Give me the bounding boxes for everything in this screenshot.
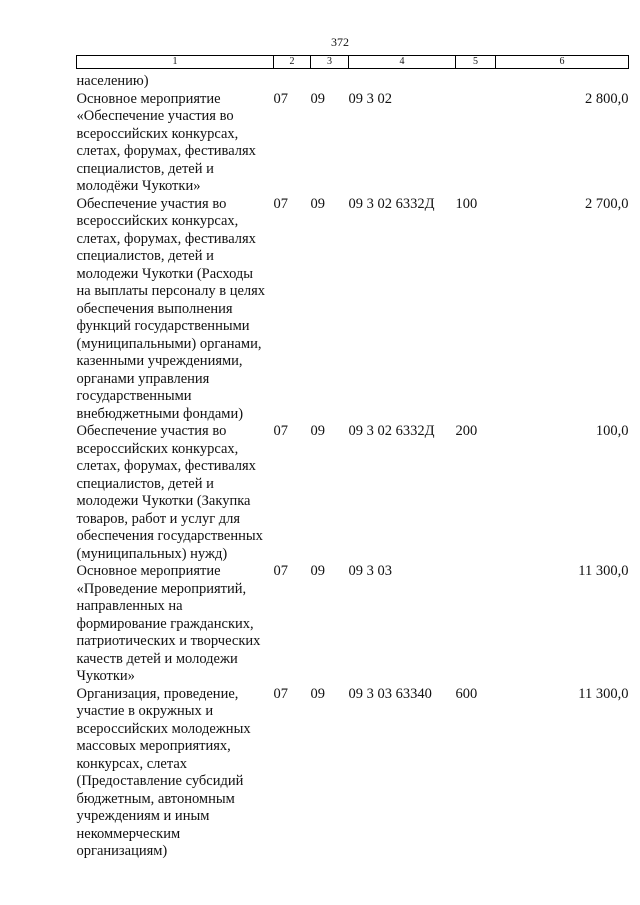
header-cell: 1 [77, 56, 274, 69]
page-number: 372 [331, 35, 349, 49]
table-row [77, 686, 629, 861]
row-target-code: 09 3 02 6332Д [348, 423, 435, 439]
row-expense-type [456, 563, 496, 686]
continuation-text: населению) [76, 73, 149, 89]
row-amount: 100,0 [595, 423, 629, 439]
header-cell: 6 [496, 56, 629, 69]
row-amount: 11 300,0 [578, 563, 629, 579]
header-cell: 3 [311, 56, 349, 69]
row-subsection: 09 [310, 90, 325, 107]
row-target-code: 09 3 02 6332Д [348, 195, 435, 212]
row-amount: 11 300,0 [578, 685, 629, 702]
row-subsection: 09 [310, 563, 325, 579]
row-subsection: 09 [310, 685, 325, 702]
row-name: Основное мероприятие «Проведение мероприятий, направленных на формирование гражданских, патриотических и творческих качеств детей и молодежи Чукотки» [76, 563, 261, 684]
table-row [77, 196, 629, 424]
continuation-row [77, 69, 629, 91]
row-amount: 2 800,0 [585, 90, 629, 107]
row-expense-type: 600 [455, 685, 478, 702]
row-target-code: 09 3 03 63340 [348, 685, 432, 702]
row-name: Обеспечение участия во всероссийских конкурсах, слетах, форумах, фестивалях специалистов, детей и молодежи Чукотки (Расходы на выплаты персоналу в целях обеспечения выполнения функций государственными (муниципальными) органами, казенными учреждениями, органами управления государственными внебюджетными фондами) [76, 195, 266, 422]
table-row [77, 563, 629, 686]
row-name: Основное мероприятие «Обеспечение участия во всероссийских конкурсах, слетах, форумах, фестивалях специалистов, детей и молодёжи Чукотки» [76, 90, 256, 194]
header-cell: 5 [456, 56, 496, 69]
row-section: 07 [273, 195, 288, 212]
header-cell: 2 [274, 56, 311, 69]
budget-table [76, 55, 629, 861]
row-name: Организация, проведение, участие в окружных и всероссийских молодежных массовых мероприятиях, конкурсах, слетах (Предоставление субсидий бюджетным, автономным учреждениям и иным некоммерческим организациям) [76, 685, 251, 859]
row-section: 07 [273, 685, 288, 702]
row-expense-type [456, 91, 496, 196]
row-expense-type: 100 [455, 195, 478, 212]
row-target-code: 09 3 02 [348, 90, 392, 107]
row-subsection: 09 [310, 423, 325, 439]
row-name: Обеспечение участия во всероссийских конкурсах, слетах, форумах, фестивалях специалистов, детей и молодежи Чукотки (Закупка товаров, работ и услуг для обеспечения государственных (муниципальных) нужд) [76, 423, 263, 562]
row-section: 07 [273, 423, 288, 439]
row-target-code: 09 3 03 [348, 563, 392, 579]
header-cell: 4 [349, 56, 456, 69]
row-section: 07 [273, 90, 288, 107]
table-row [77, 423, 629, 563]
row-subsection: 09 [310, 195, 325, 212]
row-amount: 2 700,0 [585, 195, 629, 212]
row-section: 07 [273, 563, 288, 579]
table-header-row [77, 56, 629, 69]
row-expense-type: 200 [455, 423, 478, 439]
table-row [77, 91, 629, 196]
